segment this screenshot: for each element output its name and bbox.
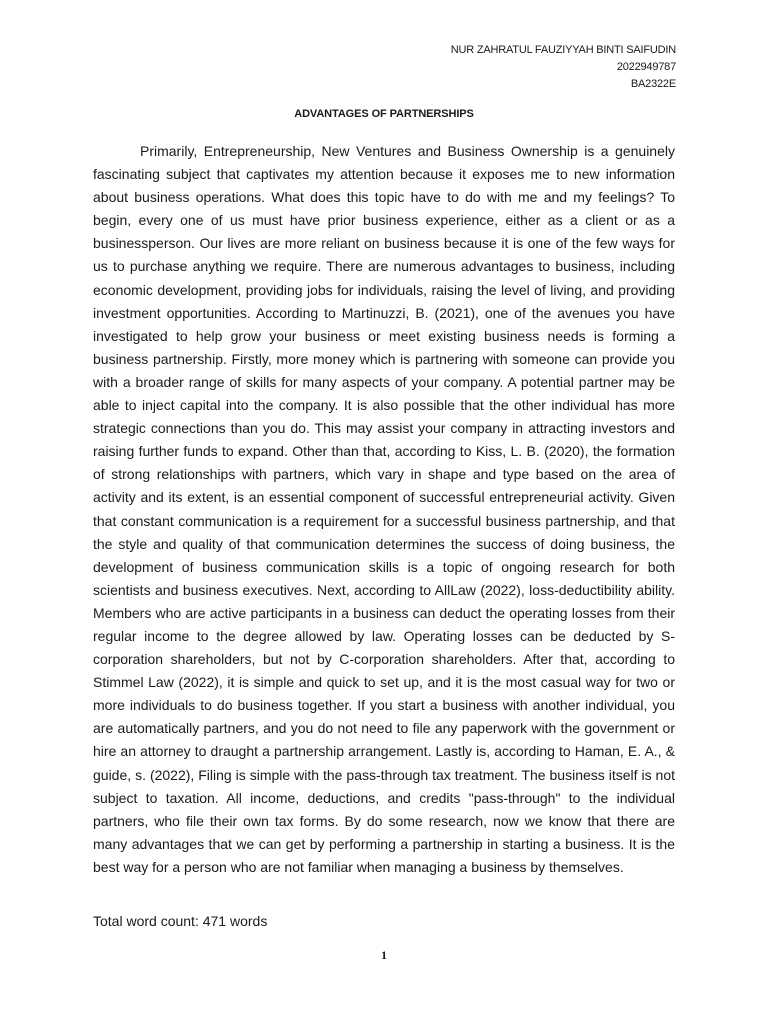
word-count: Total word count: 471 words <box>93 913 268 929</box>
document-title: ADVANTAGES OF PARTNERSHIPS <box>294 108 474 120</box>
essay-body <box>93 140 675 879</box>
class-code: BA2322E <box>630 78 676 90</box>
author-header <box>451 42 676 93</box>
body-paragraph: Primarily, Entrepreneurship, New Ventures and Business Ownership is a genuinely fascinating subject that captivates my attention because it exposes me to new information about business operations. What does this topic have to do with me and my feelings? To begin, every one of us must have prior business experience, either as a client or as a businessperson. Our lives are more reliant on business because it is one of the few ways for us to purchase anything we require. There are numerous advantages to business, including economic development, providing jobs for individuals, raising the level of living, and providing investment opportunities. According to Martinuzzi, B. (2021), one of the avenues you have investigated to help grow your business or meet existing business needs is forming a business partnership. Firstly, more money which is partnering with someone can provide you with a broader range of skills for many aspects of your company. A potential partner may be able to inject capital into the company. It is also possible that the other individual has more strategic connections than you do. This may assist your company in attracting investors and raising further funds to expand. Other than that, according to Kiss, L. B. (2020), the formation of strong relationships with partners, which vary in shape and type based on the area of activity and its extent, is an essential component of successful entrepreneurial activity. Given that constant communication is a requirement for a successful business partnership, and that the style and quality of that communication determines the success of doing business, the development of business communication skills is a topic of ongoing research for both scientists and business executives. Next, according to AllLaw (2022), loss-deductibility ability. Members who are active participants in a business can deduct the operating losses from their regular income to the degree allowed by law. Operating losses can be deducted by S-corporation shareholders, but not by C-corporation shareholders. After that, according to Stimmel Law (2022), it is simple and quick to set up, and it is the most casual way for two or more individuals to do business together. If you start a business with another individual, you are automatically partners, and you do not need to file any paperwork with the government or hire an attorney to draught a partnership arrangement. Lastly is, according to Haman, E. A., & guide, s. (2022), Filing is simple with the pass-through tax treatment. The business itself is not subject to taxation. All income, deductions, and credits "pass-through" to the individual partners, who file their own tax forms. By do some research, now we know that there are many advantages that we can get by performing a partnership in starting a business. It is the best way for a person who are not familiar when managing a business by themselves. <box>93 143 675 875</box>
page-number: 1 <box>381 948 387 962</box>
student-id: 2022949787 <box>616 61 676 73</box>
author-name: NUR ZAHRATUL FAUZIYYAH BINTI SAIFUDIN <box>450 44 676 56</box>
